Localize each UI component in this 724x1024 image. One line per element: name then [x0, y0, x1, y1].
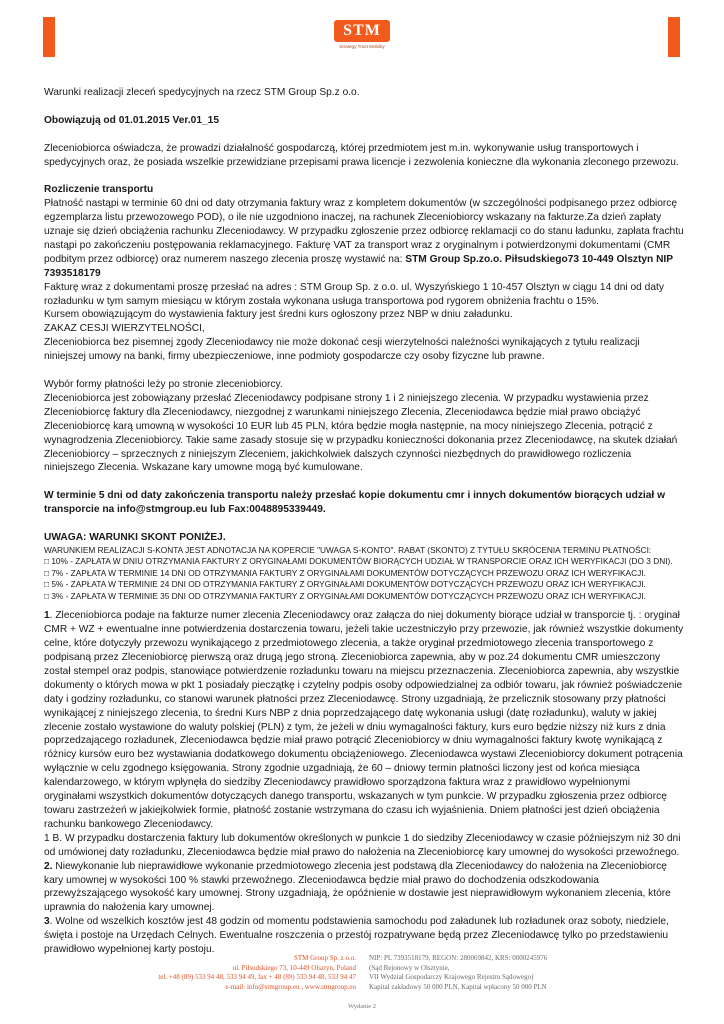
footer-address: ul. Piłsudskiego 73, 10-449 Olsztyn, Poland: [232, 963, 356, 972]
accent-bar-left: [43, 17, 55, 57]
footer-company-name: STM Group Sp. z o.o.: [293, 954, 356, 962]
clause-3-text: . Wolne od wszelkich kosztów jest 48 godzin od momentu podstawienia samochodu pod załadunek lub rozładunek oraz soboty, niedziele, święta i postoje na Urzędach Celnych. Ewentualne roszczenia o przestój rozpatrywane będą przez Zleceniodawcę tylko po przedstawieniu prawidłowo wypełnionej karty postoju.: [44, 916, 669, 956]
footer-nip: NIP: PL 7393518179, REGON: 280069842, KRS: 0000245976: [369, 954, 548, 962]
clause-2-text: Niewykonanie lub nieprawidłowe wykonanie przedmiotowego zlecenia jest podstawą dla Zleceniodawcy do nałożenia na Zleceniobiorcę kary umownej w wysokości 100 % stawki przewoźnego. Zleceniodawca będzie miał prawo do dochodzenia odszkodowania przewyższającego wysokość kary umownej. Strony uzgadniają, że opóźnienie w dostawie jest nieprawidłowym wykonaniem zlecenia, które uprawnia do nałożenia kary umownej.: [44, 860, 671, 914]
rozliczenie-paragraph: [44, 197, 684, 280]
invoice-address-paragraph: Fakturę wraz z dokumentami proszę przesłać na adres : STM Group Sp. z o.o. ul. Wyszyńskiego 1 10-457 Olsztyn w ciągu 14 dni od daty rozładunku w tym samym miesiącu w którym została wykonana usługa transportowa pod rygorem obniżenia frachtu o 15%.: [44, 281, 664, 307]
page-edition: Wydanie 2: [348, 1003, 376, 1010]
footer-department: VII Wydział Gospodarczy Krajowego Rejestru Sądowego): [369, 973, 534, 982]
clause-2: [44, 860, 684, 916]
skont-item-10: □ 10% - ZAPŁATA W DNIU OTRZYMANIA FAKTURY Z ORYGINAŁAMI DOKUMENTÓW BIORĄCYCH UDZIAŁ W TRANSPORCIE ORAZ ICH WERYFIKACJI (DO 3 DNI).: [44, 556, 673, 567]
clause-1b: 1 B. W przypadku dostarczenia faktury lub dokumentów określonych w punkcie 1 do siedziby Zleceniodawcy w czasie późniejszym niż 30 dni od umówionej daty rozładunku, Zleceniodawca będzie miał prawo do nałożenia na Zleceniobiorcę kary umownej do wysokości przewoźnego.: [44, 832, 681, 858]
clause-3: [44, 915, 684, 957]
skont-item-3: □ 3% - ZAPŁATA W TERMINIE 35 DNI OD OTRZYMANIA FAKTURY Z ORYGINAŁAMI DOKUMENTÓW DOTYCZĄCYCH PRZEWOZU ORAZ ICH WERYFIKACJI.: [44, 590, 646, 601]
cession-paragraph: Zleceniobiorca bez pisemnej zgody Zleceniodawcy nie może dokonać cesji wierzytelności należności wynikających z tytułu realizacji niniejszej umowy na banki, firmy ubezpieczeniowe, inne podmioty gospodarcze czy osoby fizyczne lub prawne.: [44, 337, 640, 363]
penalty-paragraph: Zleceniobiorca jest zobowiązany przesłać Zleceniodawcy podpisane strony 1 i 2 niniejszego zlecenia. W przypadku wystawienia przez Zleceniobiorcę faktury dla Zleceniodawcy, niezgodnej z warunkami niniejszego Zlecenia, Zleceniodawca będzie miał prawo obciążyć Zleceniobiorcę karą umowną w wysokości 10 EUR lub 45 PLN, która będzie mogła następnie, na mocy niniejszego Zlecenia, potrącić z wynagrodzenia Zleceniobiorcy. Takie same zasady stosuje się w przypadku konieczności dokonania przez Zleceniodawcę, na skutek działań Zleceniobiorcy – sprzecznych z niniejszym Zleceniem, jakichkolwiek dalszych czynności niezbędnych do prawidłowego rozliczenia niniejszego Zlecenia. Wskazane kary umowne mogą być kumulowane.: [44, 392, 678, 474]
footer-capital: Kapitał zakładowy 50 000 PLN, Kapitał wpłacony 50 000 PLN: [369, 982, 547, 991]
cession-heading: ZAKAZ CESJI WIERZYTELNOŚCI,: [44, 323, 205, 335]
intro-paragraph: Zleceniobiorca oświadcza, że prowadzi działalność gospodarczą, której przedmiotem jest m.in. wykonywanie usług transportowych i spedycyjnych oraz, że posiada wszelkie przewidziane przepisami prawa licencje i zezwolenia konieczne dla wykonania zleconego przewozu.: [44, 142, 679, 168]
clause-1-text: . Zleceniobiorca podaje na fakturze numer zlecenia Zleceniodawcy oraz załącza do niej dokumenty biorące udział w transporcie tj. : oryginał CMR + WZ + ewentualne inne potwierdzenia dostarczenia towaru, jeżeli takie uczestniczyło przy przewozie, jak również wszystkie dokumenty celne, które dotyczyły przewozu wynikającego z przedmiotowego zlecenia, a także oryginał przedmiotowego zlecenia transportowego z podpisaną przez Zleceniobiorcę pierwszą oraz drugą jego stroną. Zleceniobiorca zapewnia, aby w poz.24 dokumentu CMR umieszczony został stempel oraz podpis, stanowiące potwierdzenie rozładunku towaru na miejscu przeznaczenia. Zleceniobiorca zapewnia, aby wszystkie dokumenty o których mowa w pkt 1 posiadały pieczątkę i czytelny podpis osoby odpowiedzialnej za odbiór towaru, jak również poświadczenie daty i godziny rozładunku, co stanowi warunek płatności przez Zleceniodawcę. Strony uzgadniają, że przelicznik stosowany przy płatności wynikającej z niniejszego zlecenia, to średni Kurs NBP z dnia poprzedzającego datę wykonania usługi (datę rozładunku), waluty w jakiej zlecenie zostało wystawione do waluty polskiej (PLN) z tym, że jeżeli w dniu wymagalności faktury, kurs euro będzie niższy niż kurs z dnia poprzedzającego rozładunek, Zleceniodawca będzie miał prawo potrącić Zleceniobiorcy w dniu wymagalności faktury kwotę wynikającą z różnicy kursów euro bez wystawiania dodatkowego dokumentu obciążeniowego. Zleceniodawca wystawi Zleceniobiorcy dokument potrącenia wyłącznie w celu zgodnego księgowania. Strony zgodnie uzgadniają, że 60 – dniowy termin płatności liczony jest od końca miesiąca kalendarzowego, w którym wpłynęła do siedziby Zleceniodawcy prawidłowo sporządzona faktura wraz z prawidłowo wypełnionymi oryginałami wszystkich dokumentów dotyczących danego transportu, wskazanych w tym punkcie. W przypadku zgłoszenia przez odbiorcę towaru zastrzeżeń w jakiejkolwiek formie, płatność zostanie wstrzymana do czasu ich wyjaśnienia. Dniem płatności jest dzień obciążenia rachunku bankowego Zleceniodawcy.: [44, 610, 684, 830]
skont-heading: UWAGA: WARUNKI SKONT PONIŻEJ.: [44, 531, 226, 543]
doc-validity: Obowiązują od 01.01.2015 Ver.01_15: [44, 114, 219, 126]
skont-item-7: □ 7% - ZAPŁATA W TERMINIE 14 DNI OD OTRZYMANIA FAKTURY Z ORYGINAŁAMI DOKUMENTÓW DOTYCZĄCYCH PRZEWOZU ORAZ ICH WERYFIKACJI.: [44, 567, 646, 578]
section-heading-rozliczenie: Rozliczenie transportu: [44, 184, 154, 196]
footer-registry-info: [369, 954, 547, 992]
rozliczenie-text: Płatność nastąpi w terminie 60 dni od daty otrzymania faktury wraz z kompletem dokumentów (w szczególności podpisanego przez odbiorcę egzemplarza listu przewozowego POD), o ile nie uzgodniono inaczej, na rachunek Zleceniobiorcy wskazany na fakturze.Za dzień zapłaty uznaje się dzień obciążenia rachunku Zleceniodawcy. W przypadku zgłoszenie przez odbiorcę reklamacji co do stanu ładunku, zapłata frachtu nastąpi po zakończeniu postępowania reklamacyjnego. Fakturę VAT za transport wraz z oryginalnym i potwierdzonymi dokumentami (CMR podbitym przez odbiorcę) oraz numerem naszego zlecenia proszę wystawić na:: [44, 198, 684, 265]
logo-box: [334, 20, 390, 42]
clause-1: [44, 609, 684, 832]
company-logo: [334, 20, 390, 49]
footer-phone: tel. +48 (89) 533 94 48, 533 94 49, fax + 48 (89) 533 94 48, 533 94 47: [158, 973, 356, 982]
accent-bar-right: [668, 17, 680, 57]
footer-court: (Sąd Rejonowy w Olsztynie,: [369, 963, 450, 972]
document-body: [44, 86, 684, 957]
cmr-notice: W terminie 5 dni od daty zakończenia transportu należy przesłać kopie dokumentu cmr i innych dokumentów biorących udział w transporcie na info@stmgroup.eu lub Fax:0048895339449.: [44, 490, 665, 516]
doc-title: Warunki realizacji zleceń spedycyjnych na rzecz STM Group Sp.z o.o.: [44, 87, 360, 98]
invoice-recipient: STM Group Sp.zo.o. Piłsudskiego73 10-449 Olsztyn NIP 7393518179: [44, 253, 673, 279]
skont-intro: WARUNKIEM REALIZACJI S-KONTA JEST ADNOTACJA NA KOPERCIE "UWAGA S-KONTO". RABAT (SKONTO) Z TYTUŁU SKRÓCENIA TERMINU PŁATNOŚCI:: [44, 544, 652, 555]
logo-name: STM: [343, 22, 381, 39]
logo-tagline: Strategy Trust Mobility: [339, 44, 385, 49]
clause-2-number: 2.: [44, 860, 53, 872]
payment-form-paragraph: Wybór formy płatności leży po stronie zleceniobiorcy.: [44, 378, 283, 390]
footer-email[interactable]: e-mail: info@stmgroup.eu , www.stmgroup.eu: [225, 982, 356, 991]
footer-company-info: [158, 954, 356, 992]
clause-3-number: 3: [44, 916, 50, 928]
exchange-rate-paragraph: Kursem obowiązującym do wystawienia faktury jest średni kurs ogłoszony przez NBP w dniu załadunku.: [44, 309, 513, 321]
clause-1-number: 1: [44, 610, 50, 622]
skont-item-5: □ 5% - ZAPŁATA W TERMINIE 24 DNI OD OTRZYMANIA FAKTURY Z ORYGINAŁAMI DOKUMENTÓW DOTYCZĄCYCH PRZEWOZU ORAZ ICH WERYFIKACJI.: [44, 579, 646, 590]
